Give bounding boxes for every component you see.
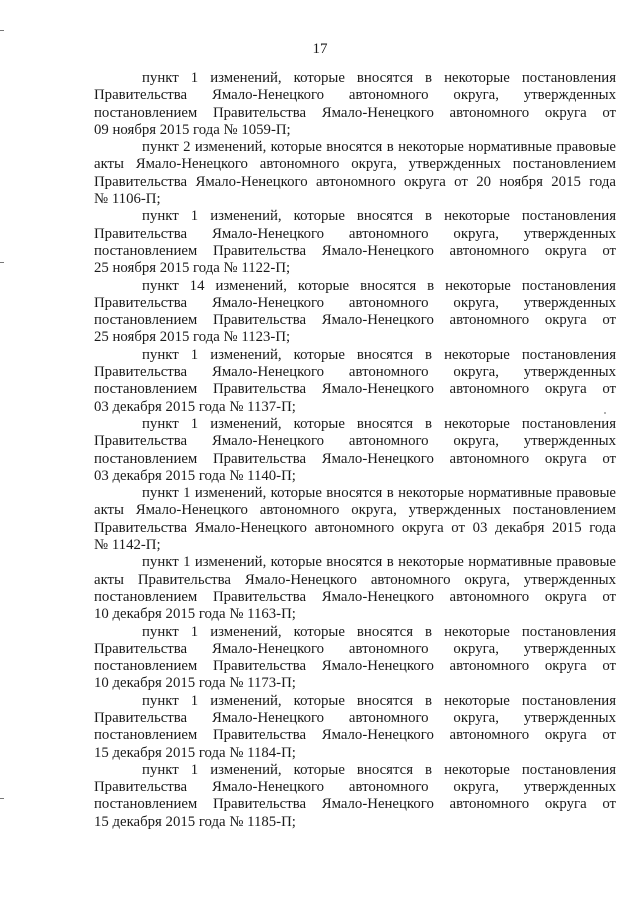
- paragraph-line: 03 декабря 2015 года № 1140-П;: [94, 467, 296, 484]
- paragraph-line: акты Ямало-Ненецкого автономного округа, утвержденных постановлением: [94, 156, 616, 173]
- paragraph-line: пункт 1 изменений, которые вносятся в некоторые постановления: [142, 346, 616, 363]
- scan-margin-mark: [0, 30, 4, 31]
- paragraph-line: Правительства Ямало-Ненецкого автономного округа, утвержденных: [94, 779, 616, 796]
- paragraph-line: пункт 1 изменений, которые вносятся в некоторые постановления: [142, 761, 616, 778]
- paragraph-line: пункт 1 изменений, которые вносятся в некоторые постановления: [142, 415, 616, 432]
- paragraph-line: пункт 1 изменений, которые вносятся в некоторые постановления: [142, 623, 616, 640]
- paragraph: [94, 554, 616, 623]
- paragraph-line: 09 ноября 2015 года № 1059-П;: [94, 121, 291, 138]
- scan-margin-mark: [0, 798, 4, 799]
- paragraph-line: 10 декабря 2015 года № 1163-П;: [94, 606, 296, 623]
- paragraph-line: Правительства Ямало-Ненецкого автономного округа, утвержденных: [94, 87, 616, 104]
- paragraph-line: постановлением Правительства Ямало-Ненецкого автономного округа от: [94, 588, 616, 605]
- paragraph: [94, 416, 616, 485]
- paragraph-line: Правительства Ямало-Ненецкого автономного округа, утвержденных: [94, 364, 616, 381]
- paragraph-line: Правительства Ямало-Ненецкого автономного округа от 20 ноября 2015 года: [94, 173, 616, 190]
- paragraph-line: Правительства Ямало-Ненецкого автономного округа, утвержденных: [94, 640, 616, 657]
- paragraph-line: пункт 1 изменений, которые вносятся в некоторые нормативные правовые: [142, 554, 616, 571]
- paragraph-line: 25 ноября 2015 года № 1123-П;: [94, 329, 291, 346]
- paragraph-line: 03 декабря 2015 года № 1137-П;: [94, 398, 296, 415]
- paragraph: [94, 485, 616, 554]
- paragraph: [94, 278, 616, 347]
- paragraph: [94, 693, 616, 762]
- paragraph-line: № 1142-П;: [94, 537, 161, 554]
- paragraph-line: акты Правительства Ямало-Ненецкого автономного округа, утвержденных: [94, 571, 616, 588]
- paragraph: [94, 624, 616, 693]
- paragraph-line: Правительства Ямало-Ненецкого автономного округа, утвержденных: [94, 294, 616, 311]
- paragraph-line: постановлением Правительства Ямало-Ненецкого автономного округа от: [94, 242, 616, 259]
- paragraph-line: постановлением Правительства Ямало-Ненецкого автономного округа от: [94, 312, 616, 329]
- paragraph-line: постановлением Правительства Ямало-Ненецкого автономного округа от: [94, 727, 616, 744]
- paragraph-line: 25 ноября 2015 года № 1122-П;: [94, 260, 291, 277]
- paragraph-line: акты Ямало-Ненецкого автономного округа, утвержденных постановлением: [94, 502, 616, 519]
- paragraph: [94, 208, 616, 277]
- paragraph-line: постановлением Правительства Ямало-Ненецкого автономного округа от: [94, 796, 616, 813]
- paragraph-line: Правительства Ямало-Ненецкого автономного округа от 03 декабря 2015 года: [94, 519, 616, 536]
- paragraph-line: Правительства Ямало-Ненецкого автономного округа, утвержденных: [94, 709, 616, 726]
- paragraph-line: пункт 1 изменений, которые вносятся в некоторые постановления: [142, 208, 616, 225]
- paragraph-line: пункт 1 изменений, которые вносятся в некоторые постановления: [142, 70, 616, 86]
- paragraph: [94, 70, 616, 139]
- paragraph-line: 15 декабря 2015 года № 1185-П;: [94, 813, 296, 830]
- document-body: [94, 70, 616, 831]
- paragraph-line: постановлением Правительства Ямало-Ненецкого автономного округа от: [94, 381, 616, 398]
- paragraph-line: пункт 1 изменений, которые вносятся в некоторые постановления: [142, 692, 616, 709]
- paragraph-line: постановлением Правительства Ямало-Ненецкого автономного округа от: [94, 104, 616, 121]
- paragraph: [94, 139, 616, 208]
- paragraph-line: 10 декабря 2015 года № 1173-П;: [94, 675, 296, 692]
- paragraph-line: пункт 14 изменений, которые вносятся в некоторые постановления: [142, 277, 616, 294]
- paragraph-line: постановлением Правительства Ямало-Ненецкого автономного округа от: [94, 658, 616, 675]
- paragraph-line: постановлением Правительства Ямало-Ненецкого автономного округа от: [94, 450, 616, 467]
- paragraph-line: № 1106-П;: [94, 191, 161, 208]
- paragraph-line: Правительства Ямало-Ненецкого автономного округа, утвержденных: [94, 225, 616, 242]
- scan-dot: [604, 412, 606, 414]
- paragraph-line: 15 декабря 2015 года № 1184-П;: [94, 744, 296, 761]
- paragraph-line: пункт 1 изменений, которые вносятся в некоторые нормативные правовые: [142, 485, 616, 502]
- paragraph: [94, 762, 616, 831]
- paragraph-line: пункт 2 изменений, которые вносятся в некоторые нормативные правовые: [142, 139, 616, 156]
- scan-margin-mark: [0, 262, 4, 263]
- paragraph-line: Правительства Ямало-Ненецкого автономного округа, утвержденных: [94, 433, 616, 450]
- paragraph: [94, 347, 616, 416]
- page-number: 17: [312, 41, 328, 57]
